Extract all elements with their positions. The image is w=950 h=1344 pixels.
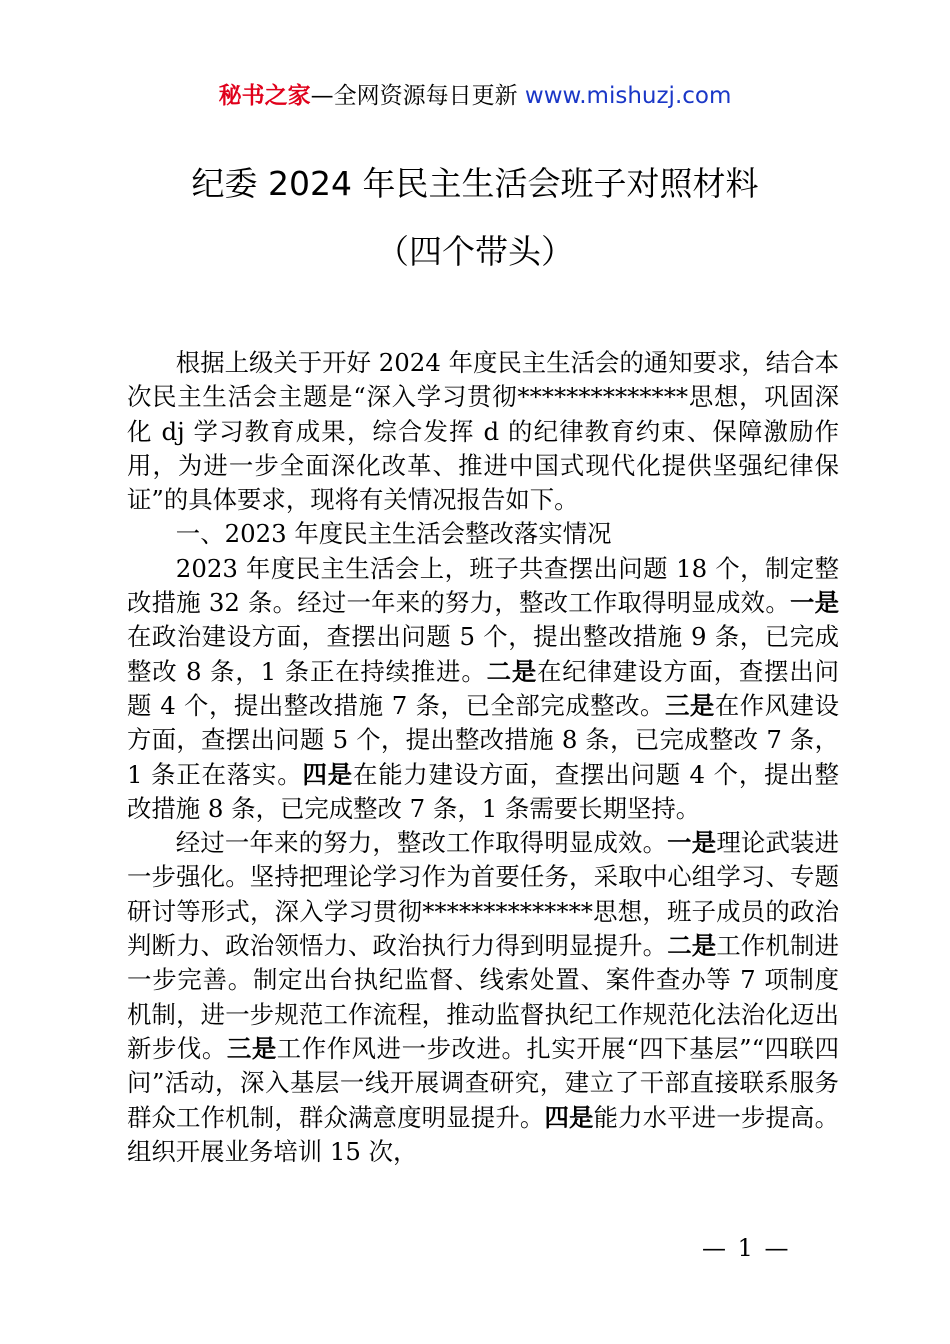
emphasis-label: 四是 <box>544 1102 594 1132</box>
paragraph-text: 经过一年来的努力，整改工作取得明显成效。 <box>175 828 668 858</box>
emphasis-label: 一是 <box>789 588 839 618</box>
paragraph-text: 在政治建设方面，查摆出问题 5 个，提出整改措施 9 条，已完成整改 8 条，1 条正在持续推进。 <box>127 622 839 686</box>
site-url-link[interactable]: www.mishuzj.com <box>524 83 732 109</box>
emphasis-label: 三是 <box>664 690 715 720</box>
site-slogan: —全网资源每日更新 <box>310 83 525 109</box>
paragraph-text: 工作机制进一步完善。制定出台执纪监督、线索处置、案件查办等 7 项制度机制，进一步规范工作流程，推动监督执纪工作规范化法治化迈出新步伐。 <box>127 931 839 1063</box>
paragraph-text: 能力水平进一步提高。组织开展业务培训 15 次， <box>127 1102 839 1166</box>
paragraph-text: 在能力建设方面，查摆出问题 4 个，提出整改措施 8 条，已完成整改 7 条，1 条需要长期坚持。 <box>127 759 839 823</box>
body-paragraph <box>127 346 839 517</box>
paragraph-text: 在纪律建设方面，查摆出问题 4 个，提出整改措施 7 条，已全部完成整改。 <box>127 656 839 720</box>
emphasis-label: 四是 <box>302 759 353 789</box>
emphasis-label: 二是 <box>667 931 717 961</box>
paragraph-text: 一、2023 年度民主生活会整改落实情况 <box>175 519 612 549</box>
document-subtitle: （四个带头） <box>376 232 574 271</box>
document-title: 纪委 2024 年民主生活会班子对照材料 <box>191 164 759 203</box>
paragraph-text: 2023 年度民主生活会上，班子共查摆出问题 18 个，制定整改措施 32 条。经过一年来的努力，整改工作取得明显成效。 <box>127 553 839 618</box>
emphasis-label: 二是 <box>486 656 538 686</box>
document-body <box>127 346 839 1169</box>
paragraph-text: 在作风建设方面，查摆出问题 5 个，提出整改措施 8 条，已完成整改 7 条，1 条正在落实。 <box>127 690 839 789</box>
site-banner <box>0 80 950 112</box>
body-paragraph <box>127 552 839 826</box>
body-paragraph <box>127 826 839 1169</box>
page-number: — 1 — <box>702 1234 791 1262</box>
site-name: 秘书之家 <box>218 83 311 109</box>
paragraph-text: 工作作风进一步改进。扎实开展“四下基层”“四联四问”活动，深入基层一线开展调查研究，建立了干部直接联系服务群众工作机制，群众满意度明显提升。 <box>127 1033 839 1132</box>
paragraph-text: 理论武装进一步强化。坚持把理论学习作为首要任务，采取中心组学习、专题研讨等形式，深入学习贯彻**************思想，班子成员的政治判断力、政治领悟力、政治执行力得到明显提升。 <box>127 828 839 961</box>
emphasis-label: 三是 <box>226 1033 277 1063</box>
paragraph-text: 根据上级关于开好 2024 年度民主生活会的通知要求，结合本次民主生活会主题是“深入学习贯彻**************思想，巩固深化 dj 学习教育成果，综合发挥 d 的纪律教育约束、保障激励作用，为进一步全面深化改革、推进中国式现代化提供坚强纪律保证”的具体要求，现将有关情况报告如下。 <box>127 348 839 515</box>
emphasis-label: 一是 <box>667 828 717 858</box>
body-paragraph <box>127 517 839 551</box>
